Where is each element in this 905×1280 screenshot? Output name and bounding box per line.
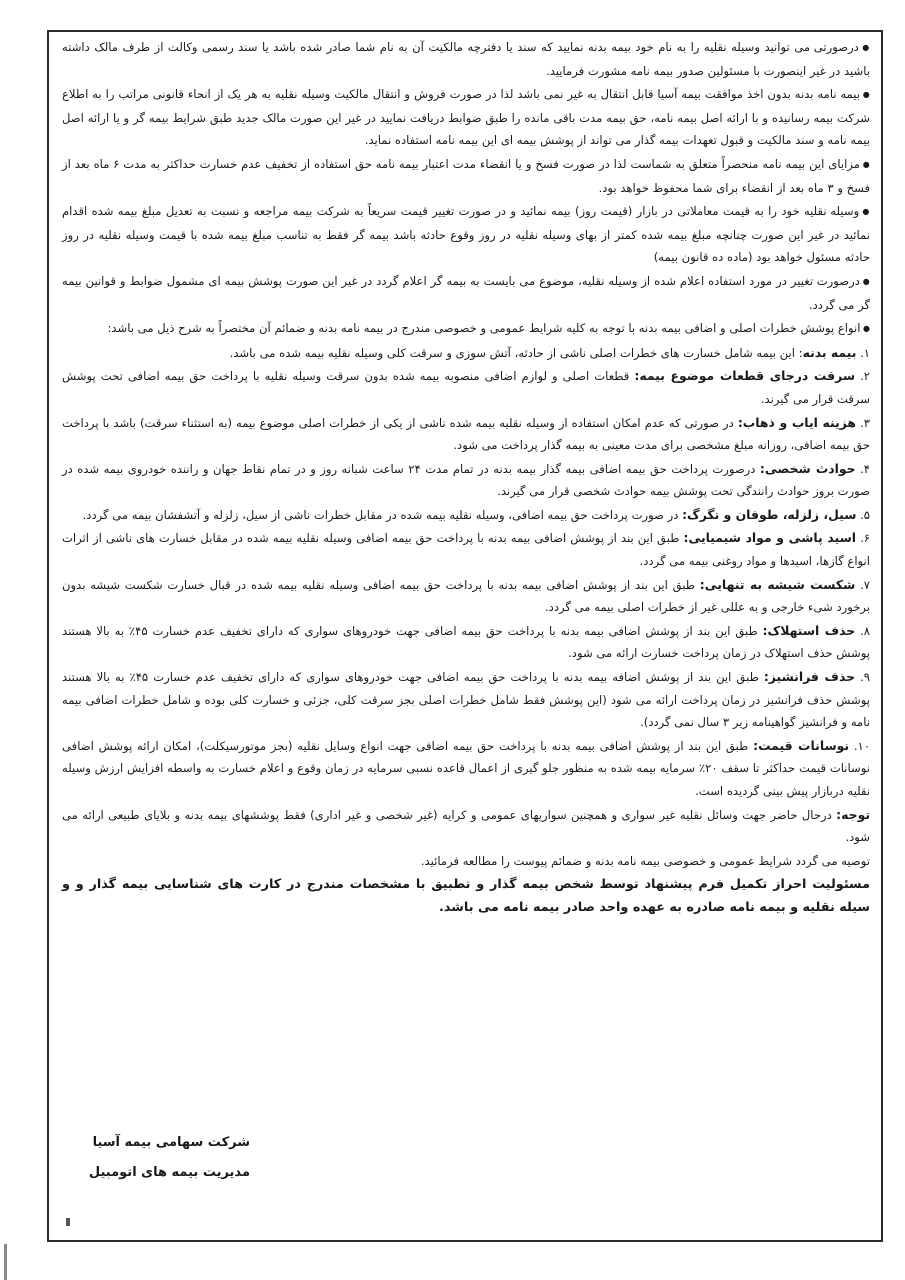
department-name: مدیریت بیمه های اتومبیل — [88, 1165, 250, 1180]
item-title: حوادث شخصی: — [759, 460, 856, 476]
item-title: نوسانات قیمت: — [753, 737, 850, 753]
item-title: اسید پاشی و مواد شیمیایی: — [683, 530, 857, 546]
item-number: ۲. — [860, 369, 870, 384]
paragraph-transfer: ● بیمه نامه بدنه بدون اخذ موافقت بیمه آسیا قابل انتقال به غیر نمی باشد لذا در صورت فروش و انتقال مالکیت وسیله نقلیه به هر یک از انحاء قانونی مراتب را به اطلاع شرکت بیمه رسانیده و با ارائه اصل بیمه نامه، حق بیمه مدت باقی مانده را طبق ضوابط دریافت نمایید در غیر این صورت مالک جدید طبق شرایط بیمه گر و یا ارائه اصل بیمه نامه و سند مالکیت و قبول تعهدات بیمه گذار می تواند از پوشش بیمه ای این بیمه نامه استفاده نماید. — [62, 83, 870, 152]
coverage-item — [62, 620, 870, 665]
edge-artifact — [4, 1244, 7, 1280]
item-title: بیمه بدنه — [802, 344, 857, 360]
item-title: سرقت درجای قطعات موضوع بیمه: — [634, 368, 856, 384]
item-number: ۴. — [860, 461, 870, 476]
paragraph-market-value: ● وسیله نقلیه خود را به قیمت معاملاتی در بازار (قیمت روز) بیمه نمائید و در صورت تغییر قیمت سریعاً به شرکت بیمه مراجعه و نسبت به تعدیل مبلغ بیمه شده اقدام نمائید در غیر این صورت چنانچه مبلغ بیمه شده کمتر از بهای وسیله نقلیه در روز وقوع حادثه باشد بیمه گر فقط به تناسب مبلغ بیمه شده با قیمت وسیله نقلیه در روز حادثه مسئول خواهد بود (ماده ده قانون بیمه) — [62, 200, 870, 269]
item-text: طبق این بند از پوشش اضافی بیمه بدنه با پرداخت حق بیمه اضافی جهت خودروهای سواری که دارای تخفیف عدم خسارت ۴۵٪ به بالا هستند پوشش حذف استهلاک در زمان پرداخت خسارت ارائه می شود. — [62, 623, 870, 661]
company-name: شرکت سهامی بیمه آسیا — [92, 1135, 250, 1150]
item-title: سیل، زلزله، طوفان و تگرگ: — [682, 506, 857, 522]
document-body — [62, 36, 870, 920]
coverage-item — [62, 458, 870, 503]
note-title: توجه: — [836, 806, 870, 822]
coverage-item — [62, 574, 870, 619]
item-title: حذف فرانشیز: — [763, 669, 856, 685]
coverage-item — [62, 527, 870, 572]
item-text: : این بیمه شامل خسارت های خطرات اصلی ناشی از حادثه، آتش سوزی و سرقت کلی وسیله نقلیه بیمه شده می باشد. — [229, 345, 803, 360]
coverage-item — [62, 412, 870, 457]
paragraph-usage-change: ● درصورت تغییر در مورد استفاده اعلام شده از وسیله نقلیه، موضوع می بایست به بیمه گر اعلام گردد در غیر این صورت پوشش بیمه ای مشمول ضوابط و قوانین بیمه گر می گردد. — [62, 270, 870, 316]
coverage-item — [62, 342, 870, 365]
item-text: در صورتی که عدم امکان استفاده از وسیله نقلیه بیمه شده ناشی از یکی از خطرات اصلی موضوع بیمه (به استثناء سرقت) باشد با پرداخت حق بیمه اضافی، روزانه مبلغ مشخصی برای مدت معینی به بیمه گذار پرداخت می شود. — [62, 415, 870, 453]
coverage-item — [62, 504, 870, 527]
item-text: طبق این بند از پوشش اضافی بیمه بدنه با پرداخت حق بیمه اضافی جهت انواع وسایل نقلیه (بجز موتورسیکلت)، امکان ارائه پوشش اضافی نوسانات قیمت حداکثر تا سقف ۲۰٪ سرمایه بیمه شده به منظور جلو گیری از اعمال قاعده نسبی سرمایه در زمان وقوع و اعلام خسارت به واسطه افزایش ارزش وسیله نقلیه دربازار پیش بینی گردیده است. — [62, 738, 870, 798]
item-text: طبق این بند از پوشش اضافی بیمه بدنه با پرداخت حق بیمه اضافی وسیله نقلیه بیمه شده در مقابل خسارت های ناشی از اثرات انواع گازها، اسیدها و مواد روغنی بیمه می گردد. — [62, 531, 870, 569]
item-number: ۱۰. — [853, 738, 871, 753]
item-number: ۷. — [860, 577, 870, 592]
recommendation-paragraph: توصیه می گردد شرایط عمومی و خصوصی بیمه نامه بدنه و ضمائم پیوست را مطالعه فرمائید. — [420, 853, 870, 868]
item-text: در صورت پرداخت حق بیمه اضافی، وسیله نقلیه بیمه شده در مقابل خطرات ناشی از سیل، زلزله و آتشفشان بیمه می گردد. — [82, 507, 683, 522]
paragraph-benefits: ● مزایای این بیمه نامه منحصراً متعلق به شماست لذا در صورت فسخ و یا انقضاء مدت اعتبار بیمه نامه حق استفاده از تخفیف عدم خسارت حداکثر به مدت ۶ ماه بعد از فسخ و ۳ ماه بعد از انقضاء برای شما محفوظ خواهد بود. — [62, 153, 870, 199]
scan-artifact — [66, 1218, 70, 1226]
coverage-item — [62, 735, 870, 803]
note-paragraph — [62, 804, 870, 849]
item-title: شکست شیشه به تنهایی: — [699, 576, 856, 592]
item-number: ۱. — [860, 345, 870, 360]
paragraph-coverage-intro: ● انواع پوشش خطرات اصلی و اضافی بیمه بدنه با توجه به کلیه شرایط عمومی و خصوصی مندرج در بیمه نامه بدنه و ضمائم آن مختصراً به شرح ذیل می باشد: — [62, 317, 870, 341]
item-number: ۸. — [860, 623, 871, 638]
item-text: درصورت پرداخت حق بیمه اضافی بیمه گذار بیمه بدنه در تمام مدت ۲۴ ساعت شبانه روز و در تمام نقاط جهان و راننده خودروی بیمه شده در صورت بروز حوادث رانندگی تحت پوشش بیمه حوادث شخصی قرار می گیرند. — [62, 461, 870, 499]
item-number: ۳. — [860, 415, 870, 430]
signature-block — [70, 1128, 250, 1188]
item-title: هزینه ایاب و ذهاب: — [737, 414, 857, 430]
item-number: ۹. — [860, 670, 871, 685]
paragraph-ownership: ● درصورتی می توانید وسیله نقلیه را به نام خود بیمه بدنه نمایید که سند یا دفترچه مالکیت آن به نام شما صادر شده باشد یا سند رسمی وکالت از طرف مالک داشته باشید در غیر اینصورت با مسئولین صدور بیمه نامه مشورت فرمایید. — [62, 36, 870, 82]
coverage-item — [62, 365, 870, 410]
item-number: ۵. — [860, 507, 870, 522]
item-title: حذف استهلاک: — [762, 622, 856, 638]
item-text: طبق این بند از پوشش اضافی بیمه بدنه با پرداخت حق بیمه اضافی وسیله نقلیه بیمه شده در قبال خسارت شکست شیشه بدون برخورد شیء خارجی و به عللی غیر از خطرات اصلی بیمه می گردد. — [62, 577, 870, 615]
item-text: طبق این بند از پوشش اضافه بیمه بدنه با پرداخت حق بیمه اضافی جهت خودروهای سواری که دارای تخفیف عدم خسارت ۴۵٪ به بالا هستند پوشش حذف فرانشیز در زمان پرداخت ارائه می شود (این پوشش فقط شامل خطرات اصلی بجز سرقت کلی، جزئی و خسارت کلی بوده و شامل خطرات اضافی بیمه نامه و فرانشیز گواهینامه زیر ۳ سال نمی گردد). — [62, 670, 870, 730]
item-text: قطعات اصلی و لوازم اضافی منصوبه بیمه شده بدون سرقت وسیله نقلیه با پرداخت حق بیمه اضافی تحت پوشش سرقت قرار می گیرند. — [62, 369, 870, 406]
item-number: ۶. — [860, 531, 870, 546]
note-text: درحال حاضر جهت وسائل نقلیه غیر سواری و همچنین سواریهای عمومی و کرایه (غیر شخصی و غیر اداری) فقط پوششهای بیمه بدنه و بلایای طبیعی ارائه می شود. — [62, 807, 870, 845]
responsibility-paragraph: مسئولیت احراز تکمیل فرم پیشنهاد توسط شخص بیمه گذار و تطبیق با مشخصات مندرج در کارت های شناسایی بیمه گذار و و سیله نقلیه و بیمه نامه صادره به عهده واحد صادر بیمه نامه می باشد. — [62, 877, 870, 916]
coverage-item — [62, 666, 870, 734]
